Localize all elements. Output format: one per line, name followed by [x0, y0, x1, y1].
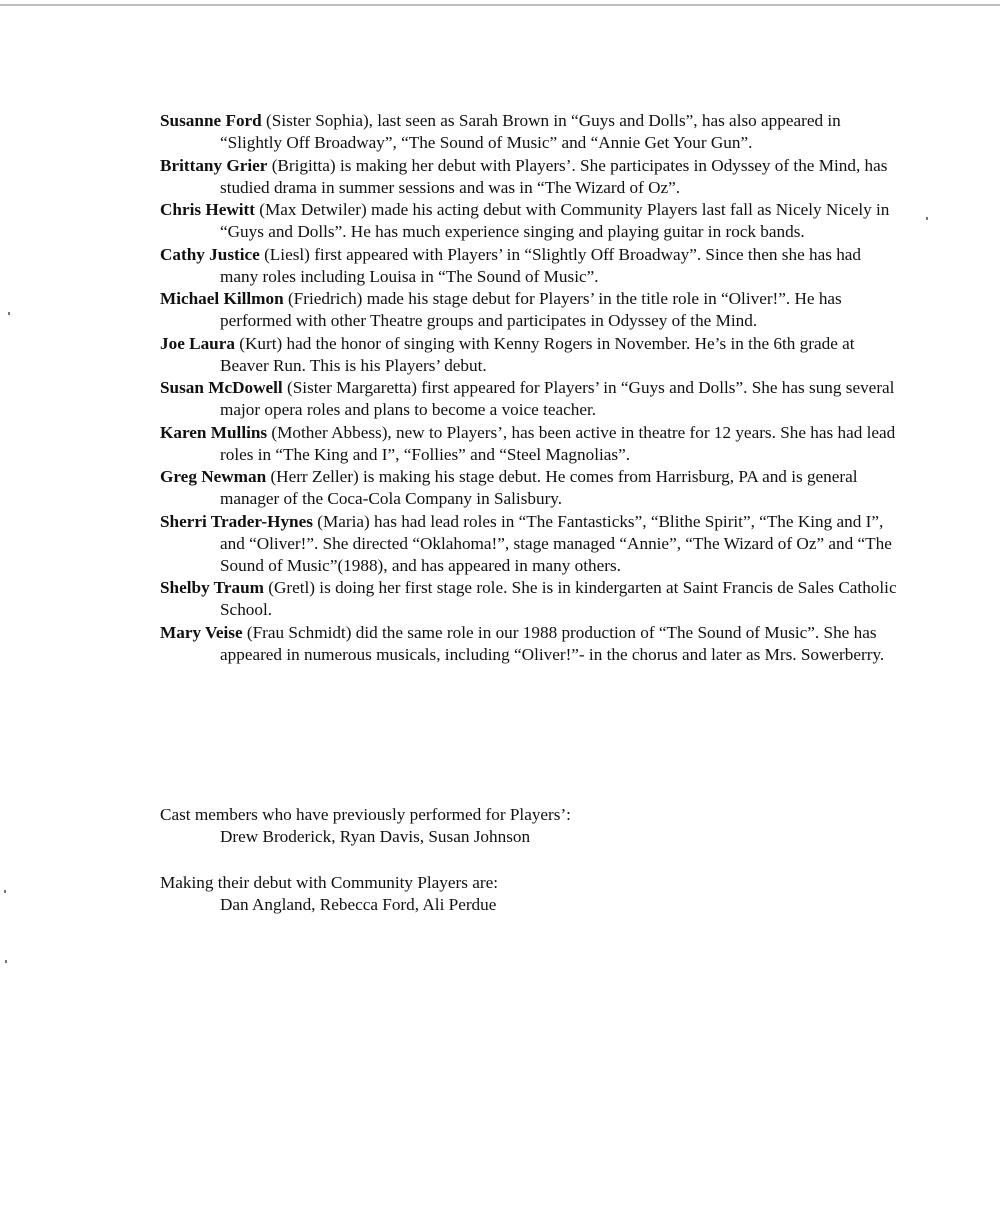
bio-entry	[160, 377, 900, 421]
cast-member-name: Cathy Justice	[160, 244, 260, 264]
previous-cast-names: Drew Broderick, Ryan Davis, Susan Johnson	[220, 827, 531, 846]
bio-entry	[160, 466, 900, 510]
bio-text: (Frau Schmidt) did the same role in our 1988 production of “The Sound of Music”. She has appeared in numerous musicals, including “Oliver!”- in the chorus and later as Mrs. Sowerberry.	[220, 622, 885, 664]
bio-text: (Mother Abbess), new to Players’, has been active in theatre for 12 years. She has had lead roles in “The King and I”, “Follies” and “Steel Magnolias”.	[220, 422, 896, 464]
bio-text: (Max Detwiler) made his acting debut with Community Players last fall as Nicely Nicely in “Guys and Dolls”. He has much experience singing and playing guitar in rock bands.	[220, 200, 890, 241]
cast-member-name: Michael Killmon	[160, 289, 284, 308]
bio-entry	[160, 511, 900, 577]
bio-entry	[160, 622, 900, 666]
bio-entry	[160, 155, 900, 199]
debut-cast-section	[160, 872, 900, 916]
cast-member-name: Karen Mullins	[160, 422, 268, 442]
bio-text: (Sister Sophia), last seen as Sarah Brown in “Guys and Dolls”, has also appeared in “Slightly Off Broadway”, “The Sound of Music” and “Annie Get Your Gun”.	[220, 111, 841, 152]
bio-entry	[160, 288, 900, 332]
bio-entry	[160, 244, 900, 288]
debut-cast-heading: Making their debut with Community Players are:	[160, 873, 498, 892]
bio-text: (Gretl) is doing her first stage role. She is in kindergarten at Saint Francis de Sales Catholic School.	[220, 578, 897, 619]
bio-entry	[160, 110, 900, 154]
cast-member-name: Shelby Traum	[160, 578, 264, 597]
bio-text: (Maria) has had lead roles in “The Fantasticks”, “Blithe Spirit”, “The King and I”, and “Oliver!”. She directed “Oklahoma!”, stage managed “Annie”, “The Wizard of Oz” and “The Sound of Music”(1988), and has appeared in many others.	[220, 511, 892, 575]
cast-member-name: Greg Newman	[160, 467, 267, 486]
bio-text: (Brigitta) is making her debut with Players’. She participates in Odyssey of the Mind, has studied drama in summer sessions and was in “The Wizard of Oz”.	[220, 155, 888, 197]
previous-cast-heading: Cast members who have previously performed for Players’:	[160, 805, 571, 824]
debut-cast-names: Dan Angland, Rebecca Ford, Ali Perdue	[220, 895, 497, 914]
cast-member-name: Brittany Grier	[160, 155, 268, 175]
bio-text: (Friedrich) made his stage debut for Players’ in the title role in “Oliver!”. He has performed with other Theatre groups and participates in Odyssey of the Mind.	[220, 289, 842, 330]
cast-member-name: Mary Veise	[160, 622, 243, 642]
bio-text: (Sister Margaretta) first appeared for Players’ in “Guys and Dolls”. She has sung several major opera roles and plans to become a voice teacher.	[220, 378, 895, 419]
cast-member-name: Chris Hewitt	[160, 200, 255, 219]
bio-entry	[160, 577, 900, 621]
cast-member-name: Joe Laura	[160, 333, 235, 353]
cast-member-name: Susan McDowell	[160, 378, 283, 397]
bio-entry	[160, 199, 900, 243]
previous-cast-section	[160, 804, 900, 848]
cast-member-name: Sherri Trader-Hynes	[160, 511, 313, 531]
bio-text: (Herr Zeller) is making his stage debut. He comes from Harrisburg, PA and is general manager of the Coca-Cola Company in Salisbury.	[220, 467, 858, 508]
scan-top-edge	[0, 4, 1000, 6]
cast-member-name: Susanne Ford	[160, 111, 262, 130]
cast-bios	[160, 110, 900, 666]
scan-speck	[8, 312, 10, 315]
scan-speck	[926, 217, 928, 220]
bio-entry	[160, 422, 900, 466]
bio-entry	[160, 333, 900, 377]
scan-speck	[4, 890, 6, 893]
bio-text: (Kurt) had the honor of singing with Kenny Rogers in November. He’s in the 6th grade at Beaver Run. This is his Players’ debut.	[220, 333, 855, 375]
scan-speck	[5, 960, 7, 963]
bio-text: (Liesl) first appeared with Players’ in “Slightly Off Broadway”. Since then she has had many roles including Louisa in “The Sound of Music”.	[220, 244, 862, 286]
